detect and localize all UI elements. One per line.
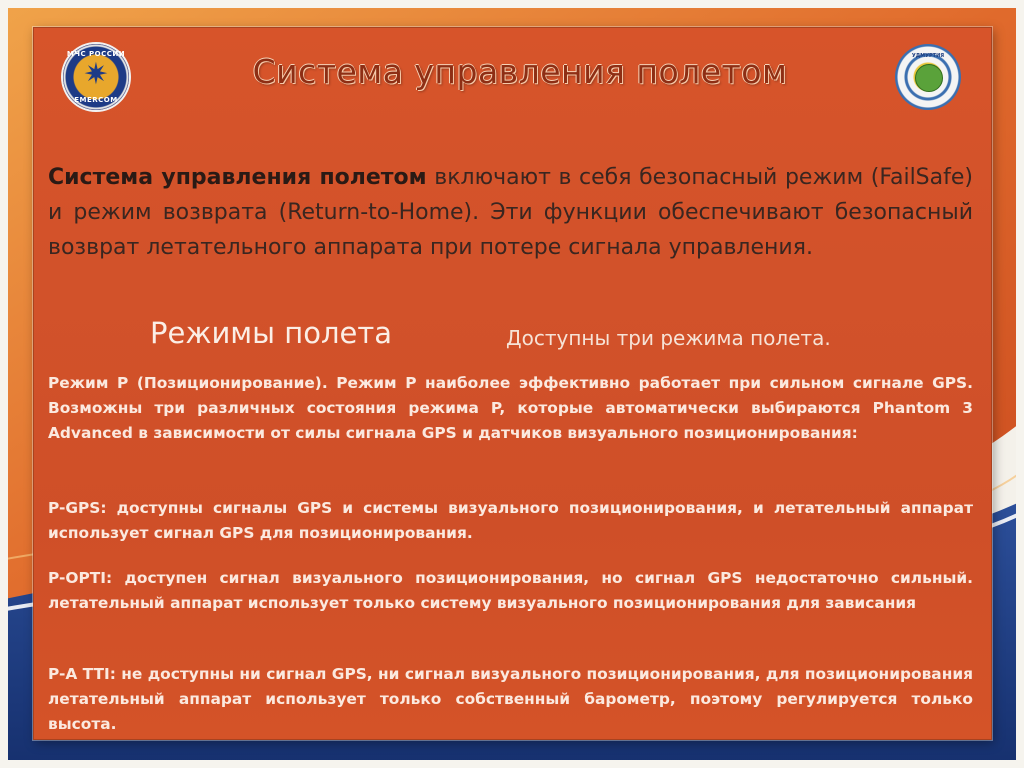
emblem-top-text: МЧС РОССИИ [66, 50, 126, 58]
p-opti-paragraph: P-OPTI: доступен сигнал визуального позиционирования, но сигнал GPS недостаточно сильный. летательный аппарат использует только систему визуального позиционирования для зависания [48, 569, 973, 612]
intro-bold-term: Система управления полетом [48, 165, 427, 190]
mode-p-paragraph: Режим P (Позиционирование). Режим P наиболее эффективно работает при сильном сигнале GPS. Возможны три различных состояния режима P, которые автоматически выбираются Phantom 3 Advanced в зависимости от силы сигнала GPS и датчиков визуального позиционирования: [48, 374, 973, 442]
emblem-center-icon [915, 64, 943, 92]
intro-paragraph [48, 160, 973, 265]
p-gps-paragraph: P-GPS: доступны сигналы GPS и системы визуального позиционирования, и летательный аппарат использует сигнал GPS для позиционирования. [48, 499, 973, 542]
modes-subheading: Доступны три режима полета. [506, 326, 831, 350]
slide-title: Система управления полетом [252, 52, 788, 91]
regional-emblem-text: УДМУРТИЯ [911, 53, 945, 59]
star-icon: ✷ [83, 57, 109, 92]
p-atti-paragraph: P-A TTI: не доступны ни сигнал GPS, ни сигнал визуального позиционирования, для позиционирования летательный аппарат использует только собственный барометр, поэтому регулируется только высота. [48, 665, 973, 733]
emercom-emblem-icon [63, 44, 129, 110]
intro-text: включают в себя безопасный режим (FailSafe) и режим возврата (Return-to-Home). Эти функции обеспечивают безопасный возврат летательного аппарата при потере сигнала управления. [48, 165, 973, 260]
regional-emblem-icon [895, 44, 961, 110]
modes-heading: Режимы полета [150, 316, 393, 350]
emblem-bottom-text: EMERCOM [74, 96, 118, 104]
